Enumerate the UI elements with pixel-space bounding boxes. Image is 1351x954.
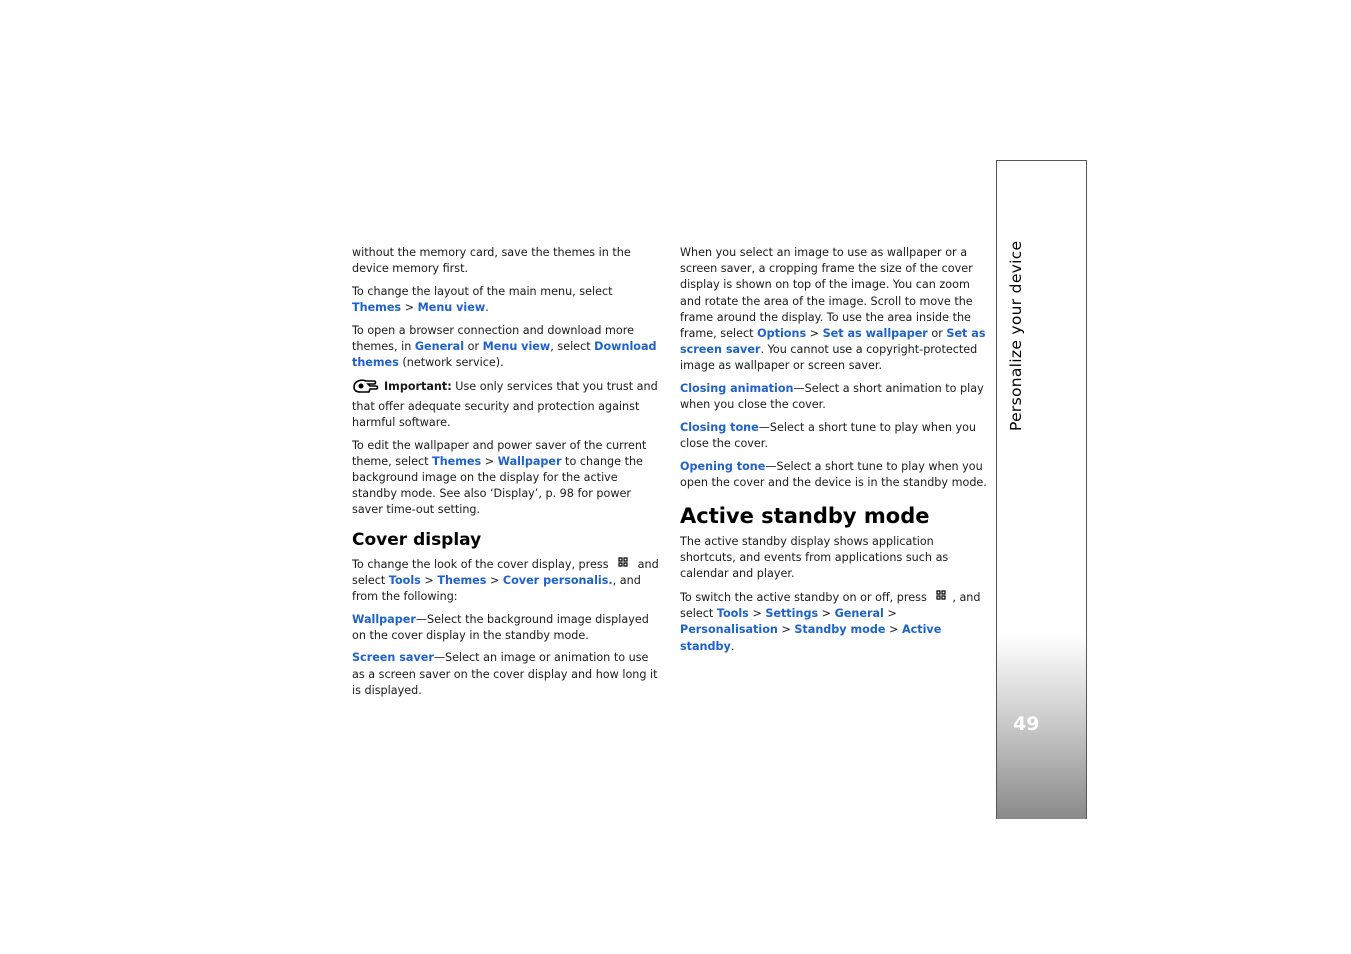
link-settings[interactable]: Settings bbox=[765, 607, 819, 621]
paragraph-screen-saver bbox=[352, 650, 662, 699]
text: > bbox=[481, 454, 498, 468]
left-column bbox=[352, 245, 662, 705]
paragraph-memory-card: without the memory card, save the themes in the device memory first. bbox=[352, 246, 631, 276]
link-general[interactable]: General bbox=[834, 607, 884, 621]
text: —Select a short tune to play when you close the cover. bbox=[680, 420, 977, 451]
text: Use only services that you trust and that offer adequate security and protection against harmful software. bbox=[352, 379, 658, 429]
link-screen-saver[interactable]: Screen saver bbox=[352, 651, 434, 665]
link-personalisation[interactable]: Personalisation bbox=[680, 623, 778, 637]
paragraph-download-themes bbox=[352, 323, 662, 372]
paragraph-cropping-frame bbox=[680, 245, 990, 375]
link-closing-tone[interactable]: Closing tone bbox=[680, 420, 759, 434]
text: —Select a short tune to play when you open the cover and the device is in the standby mode. bbox=[680, 459, 987, 489]
paragraph-active-standby-desc: The active standby display shows application shortcuts, and events from applications such as calendar and player. bbox=[680, 535, 949, 581]
heading-cover-display: Cover display bbox=[352, 529, 482, 550]
text: and select bbox=[352, 557, 659, 587]
paragraph-opening-tone bbox=[680, 459, 990, 491]
paragraph-menu-layout bbox=[352, 284, 662, 316]
menu-key-icon bbox=[612, 556, 634, 573]
text: > bbox=[885, 623, 902, 637]
text: , select bbox=[550, 339, 595, 353]
text: > bbox=[818, 607, 835, 621]
heading-active-standby-mode: Active standby mode bbox=[680, 504, 930, 529]
link-themes[interactable]: Themes bbox=[432, 454, 482, 468]
paragraph-wallpaper bbox=[352, 612, 662, 644]
text: To change the look of the cover display, press bbox=[352, 557, 613, 571]
text: To switch the active standby on or off, press bbox=[680, 591, 931, 605]
link-general[interactable]: General bbox=[414, 339, 465, 353]
link-set-as-wallpaper[interactable]: Set as wallpaper bbox=[822, 327, 928, 341]
link-closing-animation[interactable]: Closing animation bbox=[680, 382, 794, 396]
link-download-themes[interactable]: Download themes bbox=[352, 339, 657, 369]
link-themes[interactable]: Themes bbox=[352, 301, 402, 314]
link-menu-view[interactable]: Menu view bbox=[482, 339, 551, 353]
text: —Select a short animation to play when you close the cover. bbox=[680, 382, 984, 412]
paragraph-switch-standby bbox=[680, 589, 990, 655]
link-themes[interactable]: Themes bbox=[437, 573, 487, 587]
text: To edit the wallpaper and power saver of the current theme, select bbox=[352, 438, 647, 468]
menu-key-icon bbox=[930, 589, 952, 606]
text: . bbox=[485, 301, 489, 314]
text: > bbox=[486, 573, 503, 587]
link-wallpaper[interactable]: Wallpaper bbox=[352, 612, 416, 626]
text: to change the background image on the display for the active standby mode. See also ‘Display’, p. 98 for power saver time-out setting. bbox=[352, 454, 643, 517]
link-standby-mode[interactable]: Standby mode bbox=[794, 623, 886, 637]
text: —Select the background image displayed on the cover display in the standby mode. bbox=[352, 612, 649, 642]
text: To change the layout of the main menu, select bbox=[352, 284, 613, 298]
link-options[interactable]: Options bbox=[757, 327, 807, 341]
text: > bbox=[806, 327, 823, 341]
text: . bbox=[730, 639, 735, 653]
link-set-as-screen-saver[interactable]: Set as screen saver bbox=[680, 327, 986, 357]
chapter-side-tab bbox=[996, 160, 1087, 819]
link-opening-tone[interactable]: Opening tone bbox=[680, 459, 766, 473]
important-label: Important: bbox=[384, 379, 452, 393]
text: , and select bbox=[680, 591, 981, 621]
link-menu-view[interactable]: Menu view bbox=[417, 301, 486, 314]
text: or bbox=[927, 327, 947, 341]
link-wallpaper[interactable]: Wallpaper bbox=[497, 454, 562, 468]
paragraph-cover-look bbox=[352, 556, 662, 606]
paragraph-closing-tone bbox=[680, 420, 990, 452]
link-active-standby[interactable]: Active standby bbox=[680, 623, 942, 653]
text: > bbox=[401, 301, 418, 314]
text: , and from the following: bbox=[352, 573, 641, 604]
text: > bbox=[883, 607, 897, 621]
text: > bbox=[420, 573, 438, 587]
text: When you select an image to use as wallpaper or a screen saver, a cropping frame the size of the cover display is shown on top of the image. You can zoom and rotate the area of the image. Scroll to move the frame around the display. To use the area inside the frame, select bbox=[680, 246, 973, 341]
paragraph-closing-animation bbox=[680, 381, 990, 413]
text: (network service). bbox=[398, 356, 504, 369]
text: > bbox=[777, 623, 795, 637]
paragraph-important bbox=[352, 378, 662, 432]
important-hand-icon bbox=[352, 378, 380, 399]
text: . You cannot use a copyright-protected image as wallpaper or screen saver. bbox=[680, 343, 978, 373]
link-tools[interactable]: Tools bbox=[388, 573, 421, 587]
text: —Select an image or animation to use as a screen saver on the cover display and how long it is displayed. bbox=[352, 651, 658, 697]
right-column bbox=[680, 245, 990, 661]
link-tools[interactable]: Tools bbox=[716, 607, 749, 621]
link-cover-personalis[interactable]: Cover personalis. bbox=[502, 573, 613, 587]
paragraph-wallpaper-edit bbox=[352, 438, 662, 519]
text: or bbox=[464, 339, 483, 353]
chapter-title: Personalize your device bbox=[1007, 240, 1025, 431]
text: > bbox=[748, 607, 766, 621]
text: To open a browser connection and download more themes, in bbox=[352, 323, 634, 353]
page-number: 49 bbox=[1013, 713, 1040, 735]
